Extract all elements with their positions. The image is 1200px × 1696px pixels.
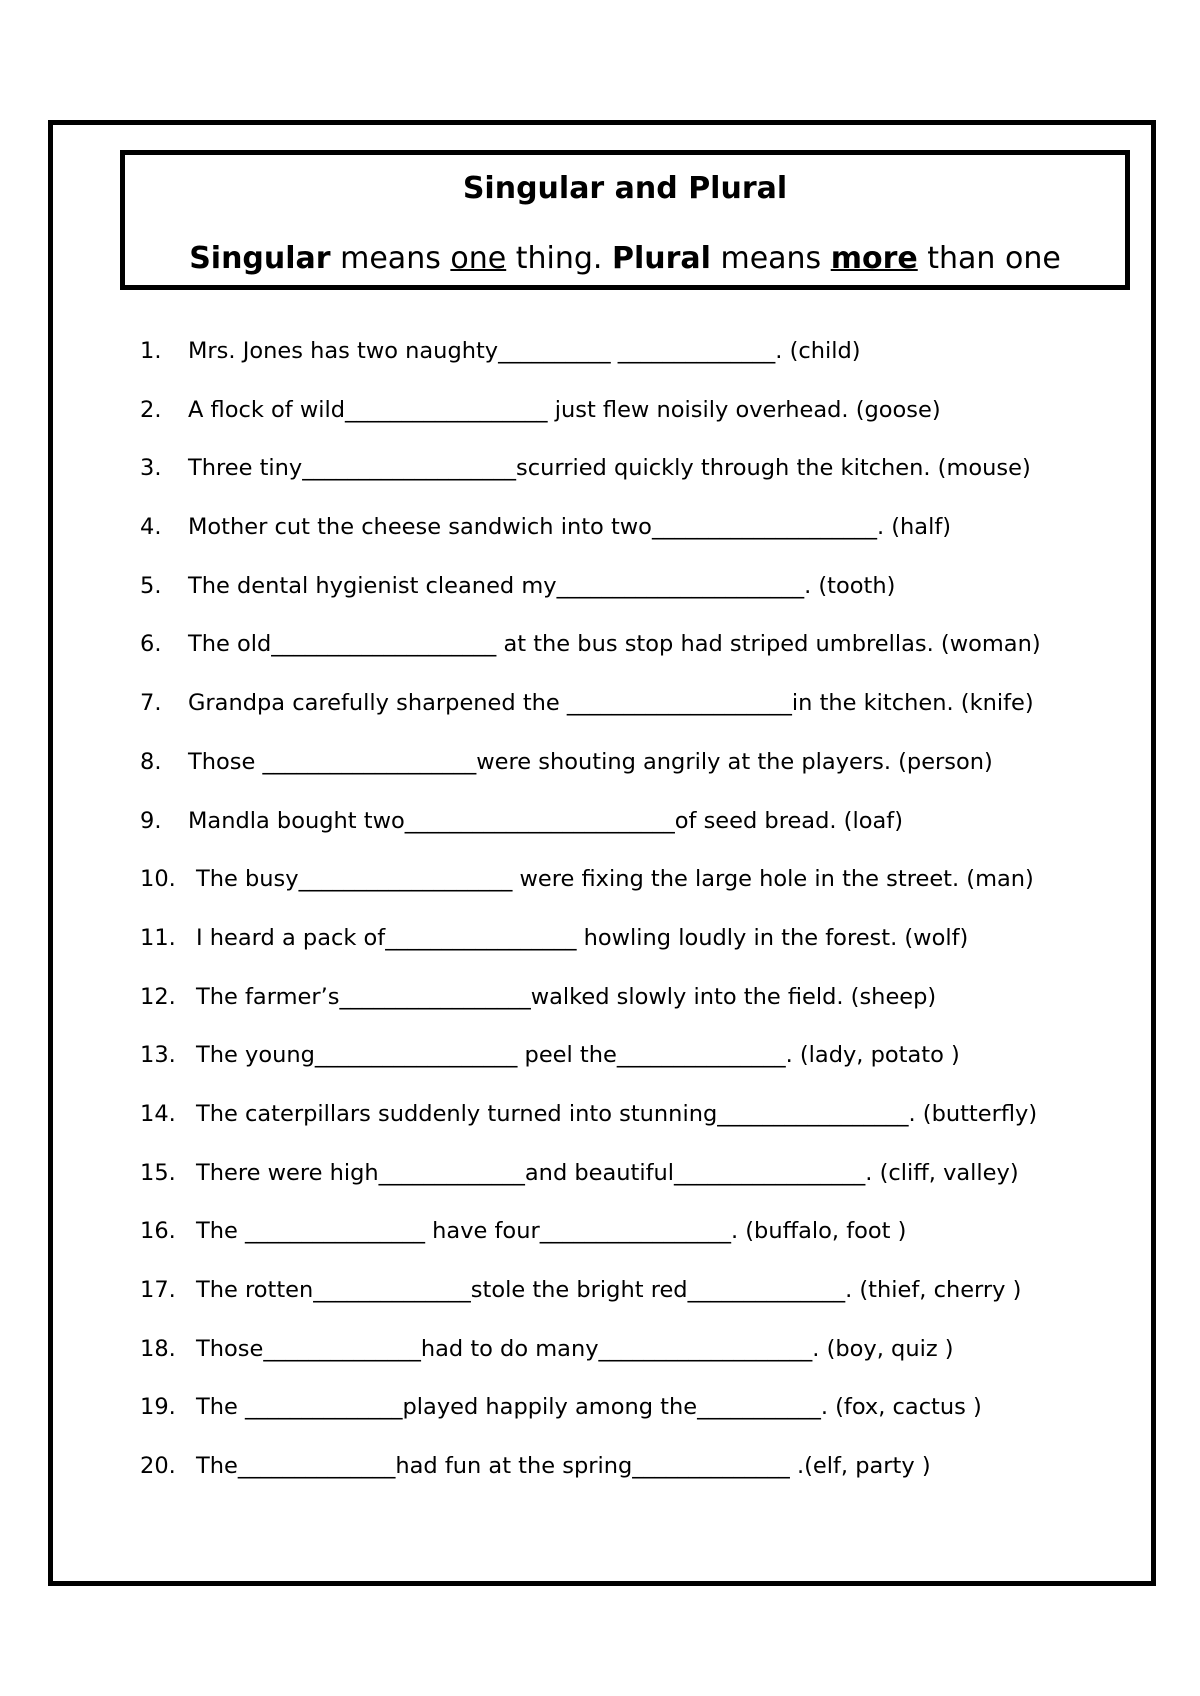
question-number: 1. bbox=[140, 338, 162, 364]
question-item bbox=[140, 1334, 1100, 1393]
definition-text: thing. bbox=[506, 241, 612, 276]
question-text: The ________________ have four_________________. (buffalo, foot ) bbox=[196, 1218, 907, 1245]
question-text: A flock of wild__________________ just flew noisily overhead. (goose) bbox=[188, 396, 941, 423]
question-text: Three tiny___________________scurried quickly through the kitchen. (mouse) bbox=[188, 455, 1031, 482]
question-text: The rotten______________stole the bright red______________. (thief, cherry ) bbox=[196, 1277, 1022, 1303]
question-item bbox=[140, 1451, 1100, 1510]
question-text: Grandpa carefully sharpened the ____________________in the kitchen. (knife) bbox=[188, 690, 1034, 717]
definition-text: means bbox=[710, 241, 831, 276]
question-number: 17. bbox=[140, 1277, 176, 1303]
question-text: There were high_____________and beautiful_________________. (cliff, valley) bbox=[196, 1159, 1019, 1186]
question-number: 14. bbox=[140, 1100, 176, 1127]
question-item bbox=[140, 571, 1100, 630]
question-text: The ______________played happily among the___________. (fox, cactus ) bbox=[196, 1394, 982, 1421]
question-text: Those______________had to do many___________________. (boy, quiz ) bbox=[196, 1335, 954, 1362]
question-list bbox=[140, 336, 1100, 1510]
question-item bbox=[140, 1392, 1100, 1451]
question-number: 13. bbox=[140, 1042, 176, 1069]
question-text: The farmer’s_________________walked slowly into the field. (sheep) bbox=[196, 983, 937, 1010]
question-number: 7. bbox=[140, 690, 162, 717]
question-text: The caterpillars suddenly turned into stunning_________________. (butterfly) bbox=[196, 1100, 1038, 1127]
question-item bbox=[140, 629, 1100, 688]
question-number: 18. bbox=[140, 1335, 176, 1362]
question-number: 3. bbox=[140, 455, 162, 482]
question-item bbox=[140, 1158, 1100, 1217]
question-item bbox=[140, 864, 1100, 923]
question-item bbox=[140, 453, 1100, 512]
question-number: 12. bbox=[140, 983, 176, 1010]
question-text: The dental hygienist cleaned my______________________. (tooth) bbox=[188, 572, 896, 599]
definition-word-singular: Singular bbox=[189, 241, 331, 276]
definition-word-more: more bbox=[830, 241, 918, 276]
question-number: 16. bbox=[140, 1218, 176, 1245]
definition-line bbox=[125, 239, 1125, 279]
header-box bbox=[120, 150, 1130, 290]
question-item bbox=[140, 923, 1100, 982]
question-number: 11. bbox=[140, 924, 176, 951]
definition-text: means bbox=[330, 241, 451, 276]
question-text: Mrs. Jones has two naughty__________ ______________. (child) bbox=[188, 338, 861, 364]
worksheet-title: Singular and Plural bbox=[462, 171, 788, 206]
question-number: 6. bbox=[140, 631, 162, 658]
question-text: Mother cut the cheese sandwich into two____________________. (half) bbox=[188, 514, 952, 541]
question-item bbox=[140, 688, 1100, 747]
question-number: 20. bbox=[140, 1453, 176, 1480]
question-number: 9. bbox=[140, 807, 162, 834]
question-number: 10. bbox=[140, 866, 176, 893]
question-item bbox=[140, 512, 1100, 571]
question-item bbox=[140, 1216, 1100, 1275]
definition-word-one: one bbox=[450, 241, 507, 276]
question-number: 5. bbox=[140, 572, 162, 599]
question-item bbox=[140, 747, 1100, 806]
question-item bbox=[140, 982, 1100, 1041]
question-number: 19. bbox=[140, 1394, 176, 1421]
question-text: The busy___________________ were fixing the large hole in the street. (man) bbox=[196, 866, 1034, 893]
question-item bbox=[140, 395, 1100, 454]
question-item bbox=[140, 1275, 1100, 1334]
definition-text: than one bbox=[917, 241, 1061, 276]
question-number: 2. bbox=[140, 396, 162, 423]
question-item bbox=[140, 336, 1100, 395]
definition-word-plural: Plural bbox=[611, 241, 711, 276]
question-number: 8. bbox=[140, 748, 162, 775]
question-text: Those ___________________were shouting angrily at the players. (person) bbox=[188, 748, 993, 775]
question-item bbox=[140, 1099, 1100, 1158]
question-text: The______________had fun at the spring______________ .(elf, party ) bbox=[196, 1453, 931, 1480]
question-text: Mandla bought two________________________of seed bread. (loaf) bbox=[188, 807, 903, 834]
question-number: 4. bbox=[140, 514, 162, 541]
question-text: I heard a pack of_________________ howling loudly in the forest. (wolf) bbox=[196, 924, 969, 951]
question-text: The young__________________ peel the_______________. (lady, potato ) bbox=[196, 1042, 960, 1069]
question-text: The old____________________ at the bus stop had striped umbrellas. (woman) bbox=[188, 631, 1041, 658]
question-number: 15. bbox=[140, 1159, 176, 1186]
question-item bbox=[140, 1040, 1100, 1099]
question-item bbox=[140, 806, 1100, 865]
